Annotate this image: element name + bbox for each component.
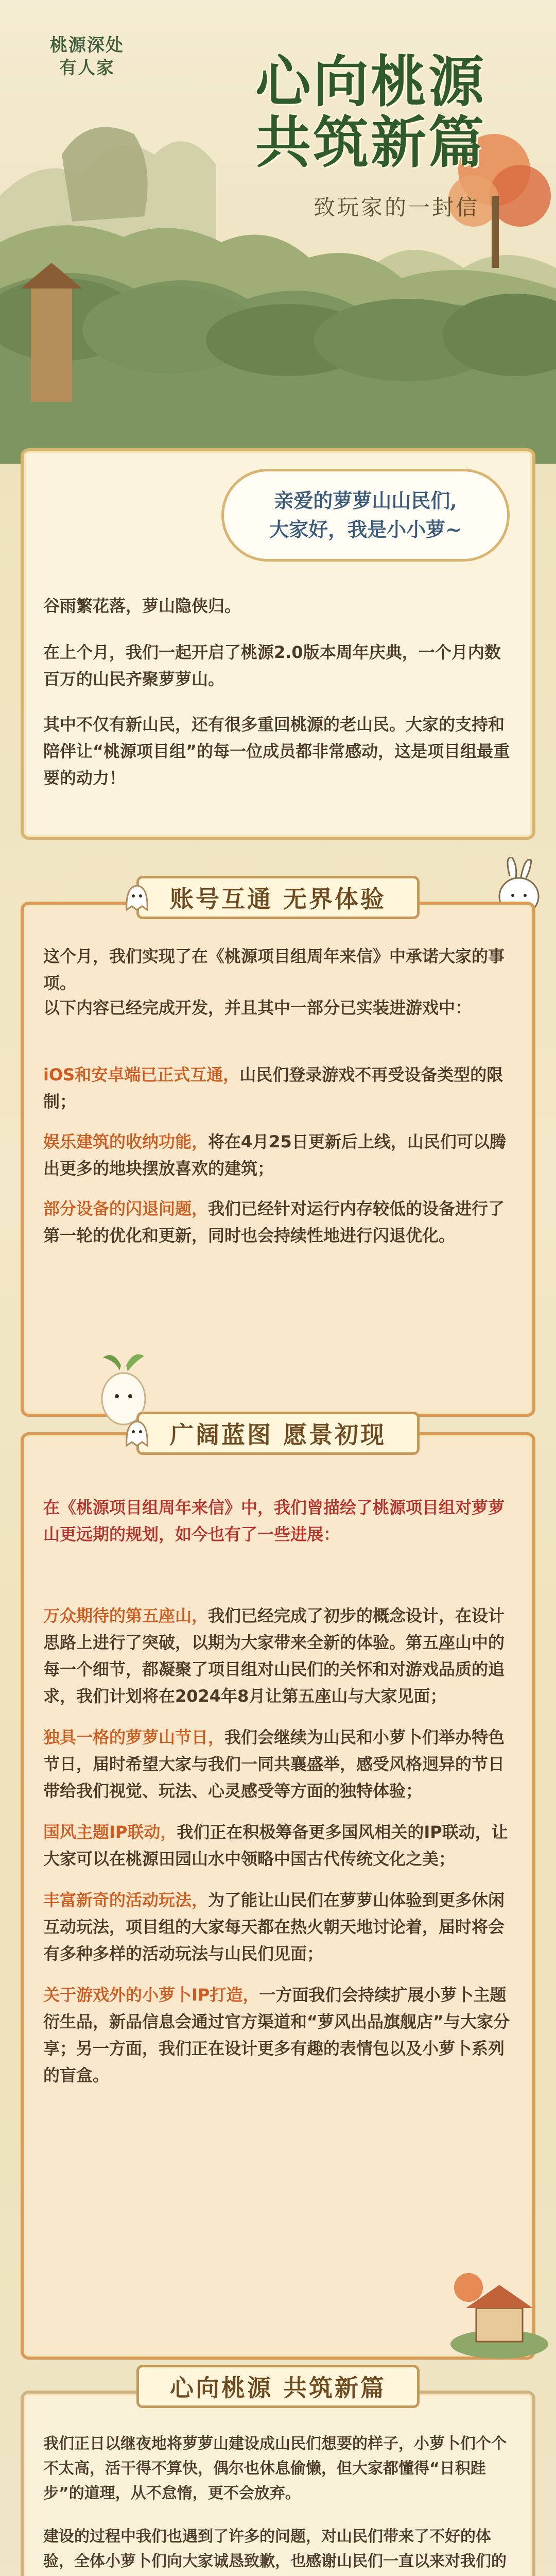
section-blueprint-lead: 在《桃源项目组周年来信》中，我们曾描绘了桃源项目组对萝萝山更远期的规划，如今也有了一些进展：	[43, 1498, 505, 1544]
list-item-body: 我们正在积极筹备更多国风相关的IP联动，让大家可以在桃源田园山水中领略中国古代传统文化之美；	[43, 1822, 508, 1869]
page-title	[211, 49, 530, 175]
list-item-body: 我们已经针对运行内存较低的设备进行了第一轮的优化和更新，同时也会持续性地进行闪退优化。	[43, 1199, 505, 1245]
section-account-title	[136, 876, 420, 919]
ghost-mascot-icon	[121, 1417, 152, 1448]
section-blueprint-title	[136, 1412, 420, 1455]
logo-line-1: 桃源深处	[50, 35, 124, 56]
list-item-head: 丰富新奇的活动玩法，	[43, 1890, 208, 1910]
list-item	[43, 1819, 513, 1872]
list-item	[43, 1128, 513, 1182]
list-item-body: 一方面我们会持续扩展小萝卜主题衍生品，新品信息会通过官方渠道和“萝风出品旗舰店”与大家分享；另一方面，我们正在设计更多有趣的表情包以及小萝卜系列的盲盒。	[43, 1985, 510, 2085]
title-line-2: 共筑新篇	[255, 110, 486, 175]
list-item	[43, 1887, 513, 1967]
greeting-line-1: 亲爱的萝萝山山民们,	[274, 489, 457, 512]
list-item	[43, 1195, 513, 1249]
list-item-head: 国风主题IP联动，	[43, 1822, 177, 1842]
page-subtitle: 致玩家的一封信	[313, 195, 479, 220]
section-account-paragraph-1: 这个月，我们实现了在《桃源项目组周年来信》中承诺大家的事项。	[43, 946, 505, 993]
section-account-paragraph-2: 以下内容已经完成开发，并且其中一部分已实装进游戏中：	[43, 998, 472, 1018]
list-item-head: 娱乐建筑的收纳功能，	[43, 1132, 208, 1151]
greeting-line-2: 大家好，我是小小萝~	[269, 518, 462, 541]
list-item-head: 独具一格的萝萝山节日，	[43, 1727, 225, 1747]
title-line-1: 心向桃源	[255, 49, 486, 114]
greeting-speech-bubble	[221, 469, 510, 562]
list-item-head: 万众期待的第五座山，	[43, 1606, 208, 1625]
list-item-body: 为了能让山民们在萝萝山体验到更多休闲互动玩法，项目组的大家每天都在热火朝天地讨论着，届时将会有多种多样的活动玩法与山民们见面；	[43, 1890, 505, 1963]
list-item-head: 部分设备的闪退问题，	[43, 1199, 208, 1218]
game-logo	[28, 34, 146, 79]
pavilion-illustration	[448, 2257, 551, 2360]
list-item-head: 关于游戏外的小萝卜IP打造，	[43, 1985, 259, 2005]
list-item	[43, 1724, 513, 1804]
intro-paragraph-2: 在上个月，我们一起开启了桃源2.0版本周年庆典，一个月内数百万的山民齐聚萝萝山。	[43, 642, 501, 689]
intro-paragraph-1: 谷雨繁花落，萝山隐侠归。	[43, 596, 241, 616]
section-future-title-text: 心向桃源 共筑新篇	[169, 2374, 387, 2402]
section-future-title	[136, 2365, 420, 2408]
section-account-title-text: 账号互通 无界体验	[169, 885, 387, 913]
ghost-mascot-icon	[121, 882, 152, 912]
intro-paragraph-3: 其中不仅有新山民，还有很多重回桃源的老山民。大家的支持和陪伴让“桃源项目组”的每一位成员都非常感动，这是项目组最重要的动力！	[43, 715, 510, 788]
list-item-body: 我们已经完成了初步的概念设计，在设计思路上进行了突破，以期为大家带来全新的体验。第五座山中的每一个细节，都凝聚了项目组对山民们的关怀和对游戏品质的追求，我们计划将在2024年8月让第五座山与大家见面；	[43, 1606, 505, 1706]
list-item-head: iOS和安卓端已正式互通，	[43, 1065, 240, 1084]
list-item-body: 我们会继续为山民和小萝卜们举办特色节日，届时希望大家与我们一同共襄盛举，感受风格迥异的节日带给我们视觉、玩法、心灵感受等方面的独特体验；	[43, 1727, 505, 1801]
list-item	[43, 1981, 513, 2089]
section-blueprint-title-text: 广阔蓝图 愿景初现	[169, 1421, 387, 1449]
list-item-body: 山民们登录游戏不再受设备类型的限制；	[43, 1065, 503, 1111]
list-item	[43, 1602, 513, 1709]
section-account-list	[43, 1061, 513, 1249]
list-item-body: 将在4月25日更新后上线，山民们可以腾出更多的地块摆放喜欢的建筑；	[43, 1132, 506, 1178]
section-future-paragraph-2: 建设的过程中我们也遇到了许多的问题，对山民们带来了不好的体验，全体小萝卜们向大家诚恳致歉，也感谢山民们一直以来对我们的	[43, 2528, 507, 2570]
section-future-paragraph-1: 我们正日以继夜地将萝萝山建设成山民们想要的样子，小萝卜们个个不太高，活干得不算快，偶尔也休息偷懒，但大家都懂得“日积跬步”的道理，从不怠惰，更不会放弃。	[43, 2435, 507, 2502]
section-blueprint-list	[43, 1602, 513, 2089]
list-item	[43, 1061, 513, 1115]
logo-line-2: 有人家	[59, 58, 115, 78]
